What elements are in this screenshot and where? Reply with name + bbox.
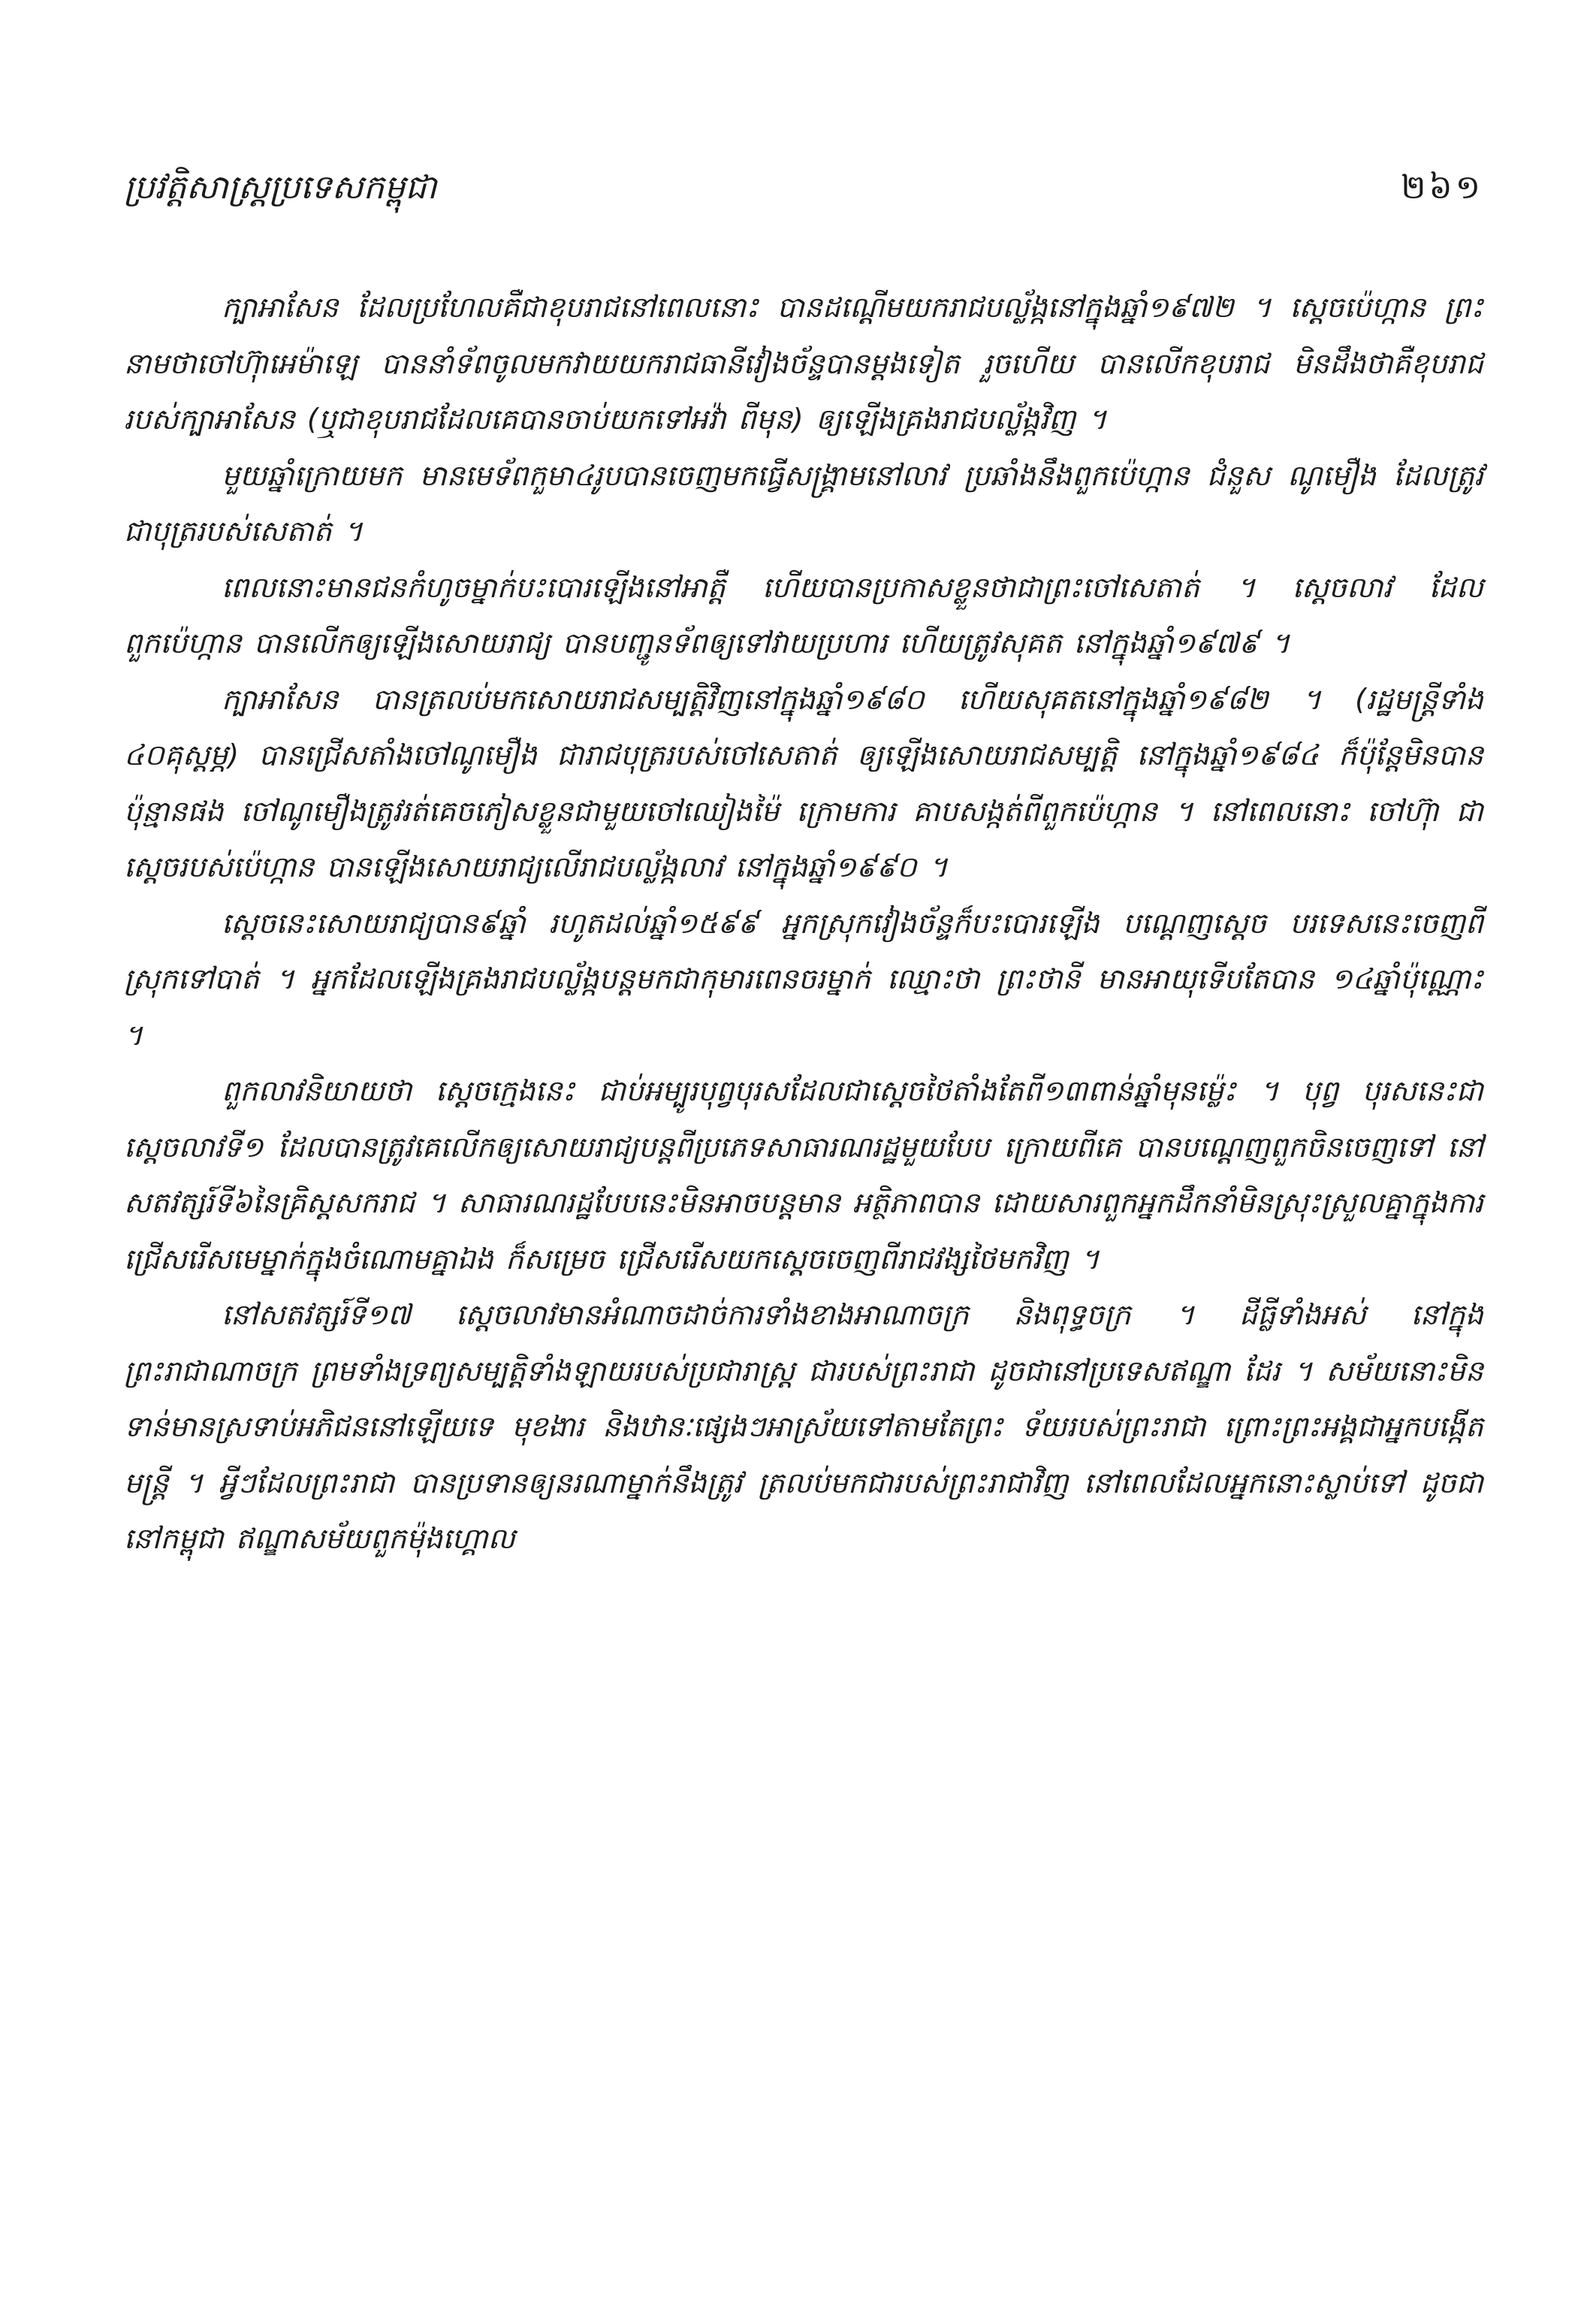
page-number: ២៦១ [1401,168,1483,207]
paragraph: ស្ដេចនេះសោយរាជ្យបាន៩ឆ្នាំ រហូតដល់ឆ្នាំ១៥៩៩ អ្នកស្រុកវៀងច័ន្ទក៏បះបោរឡើង បណ្ដេញស្ដេច បរទេសនេះចេញពីស្រុកទៅបាត់ ។ អ្នកដែលឡើងគ្រងរាជបល្ល័ង្កបន្តមកជាកុមារពេនចរម្នាក់ ឈ្មោះថា ព្រះថានី មានអាយុទើបតែបាន ១៤ឆ្នាំប៉ុណ្ណោះ ។ [124,906,1483,1052]
body-text [124,279,1483,1567]
paragraph: នៅសតវត្សរ៍ទី១៧ ស្ដេចលាវមានអំណាចដាច់ការទាំងខាងអាណាចក្រ និងពុទ្ធចក្រ ។ ដីធ្លីទាំងអស់ នៅក្នុង ព្រះរាជាណាចក្រ ព្រមទាំងទ្រព្យសម្បត្តិទាំងឡាយរបស់ប្រជារាស្ត្រ ជារបស់ព្រះរាជា ដូចជានៅប្រទេសឥណ្ឌា ដែរ ។ សម័យនោះមិនទាន់មានស្រទាប់អភិជននៅឡើយទេ មុខងារ និងឋានៈផ្សេងៗអាស្រ័យទៅតាមតែព្រះ ទ័យរបស់ព្រះរាជា ព្រោះព្រះអង្គជាអ្នកបង្កើតមន្ត្រី ។ អ្វីៗដែលព្រះរាជា បានប្រទានឲ្យនរណាម្នាក់នឹងត្រូវ ត្រលប់មកជារបស់ព្រះរាជាវិញ នៅពេលដែលអ្នកនោះស្លាប់ទៅ ដូចជានៅកម្ពុជា ឥណ្ឌាសម័យពួកម៉ុងហ្គោល [124,1298,1483,1555]
paragraph: ក្បាអាសែន បានត្រលប់មកសោយរាជសម្បត្តិវិញនៅក្នុងឆ្នាំ១៩៨០ ហើយសុគតនៅក្នុងឆ្នាំ១៩៨២ ។ (រដ្ឋមន្ត្រីទាំង ៤០គុស្តម្ភ) បានជ្រើសតាំងចៅណូមឿង ជារាជបុត្ររបស់ចៅសេតាត់ ឲ្យឡើងសោយរាជសម្បត្តិ នៅក្នុងឆ្នាំ១៩៨៤ ក៏ប៉ុន្តែមិនបានប៉ុន្មានផង ចៅណូមឿងត្រូវរត់គេចភៀសខ្លួនជាមួយចៅឈៀងម៉ៃ ក្រោមការ គាបសង្កត់ពីពួកប៉េហ្កាន ។ នៅពេលនោះ ចៅហ៊ុា ជាស្ដេចរបស់ប៉េហ្កាន បានឡើងសោយរាជ្យលើរាជបល្ល័ង្កលាវ នៅក្នុងឆ្នាំ១៩៩០ ។ [124,682,1483,883]
paragraph: មួយឆ្នាំក្រោយមក មានមេទ័ពកួមា៤រូបបានចេញមកធ្វើសង្គ្រាមនៅលាវ ប្រឆាំងនឹងពួកប៉េហ្កាន ជំនួស ណូមឿង ដែលត្រូវជាបុត្ររបស់សេតាត់ ។ [124,458,1483,548]
running-header-title: ប្រវត្តិសាស្ត្រប្រទេសកម្ពុជា [124,168,437,207]
paragraph: ក្បាអាសែន ដែលប្រហែលគឺជាខុបរាជនៅពេលនោះ បានដណ្ដើមយករាជបល្ល័ង្កនៅក្នុងឆ្នាំ១៩៧២ ។ ស្ដេចប៉េហ្កាន ព្រះនាមថាចៅហ៊ុាអេម៉ាឡេ បាននាំទ័ពចូលមកវាយយករាជធានីវៀងច័ន្ទបានម្ដងទៀត រួចហើយ បានលើកខុបរាជ មិនដឹងថាគឺខុបរាជរបស់ក្បាអាសែន (ឬជាខុបរាជដែលគេបានចាប់យកទៅអវ៉ា ពីមុន) ឲ្យឡើងគ្រងរាជបល្ល័ង្កវិញ ។ [124,291,1483,436]
paragraph: ពេលនោះមានជនកំហូចម្នាក់បះបោរឡើងនៅអាត្ដឺ ហើយបានប្រកាសខ្លួនថាជាព្រះចៅសេតាត់ ។ ស្ដេចលាវ ដែលពួកប៉េហ្កាន បានលើកឲ្យឡើងសោយរាជ្យ បានបញ្ជូនទ័ពឲ្យទៅវាយប្រហារ ហើយត្រូវសុគត នៅក្នុងឆ្នាំ១៩៧៩ ។ [124,570,1483,660]
paragraph: ពួកលាវនិយាយថា ស្ដេចក្មេងនេះ ជាប់អម្បូរបុព្វបុរសដែលជាស្ដេចថៃតាំងតែពី១៣ពាន់ឆ្នាំមុនម៉្លេះ ។ បុព្វ បុរសនេះជាស្ដេចលាវទី១ ដែលបានត្រូវគេលើកឲ្យសោយរាជ្យបន្តពីប្រភេទសាធារណរដ្ឋមួយបែប ក្រោយពីគេ បានបណ្ដេញពួកចិនចេញទៅ នៅសតវត្សរ៍ទី៦នៃគ្រិស្តសករាជ ។ សាធារណរដ្ឋបែបនេះមិនអាចបន្តមាន អត្ថិភាពបាន ដោយសារពួកអ្នកដឹកនាំមិនស្រុះស្រួលគ្នាក្នុងការជ្រើសរើសមេម្នាក់ក្នុងចំណោមគ្នាឯង ក៏សម្រេច ជ្រើសរើសយកស្ដេចចេញពីរាជវង្សថៃមកវិញ ។ [124,1074,1483,1276]
running-header [124,162,1483,214]
